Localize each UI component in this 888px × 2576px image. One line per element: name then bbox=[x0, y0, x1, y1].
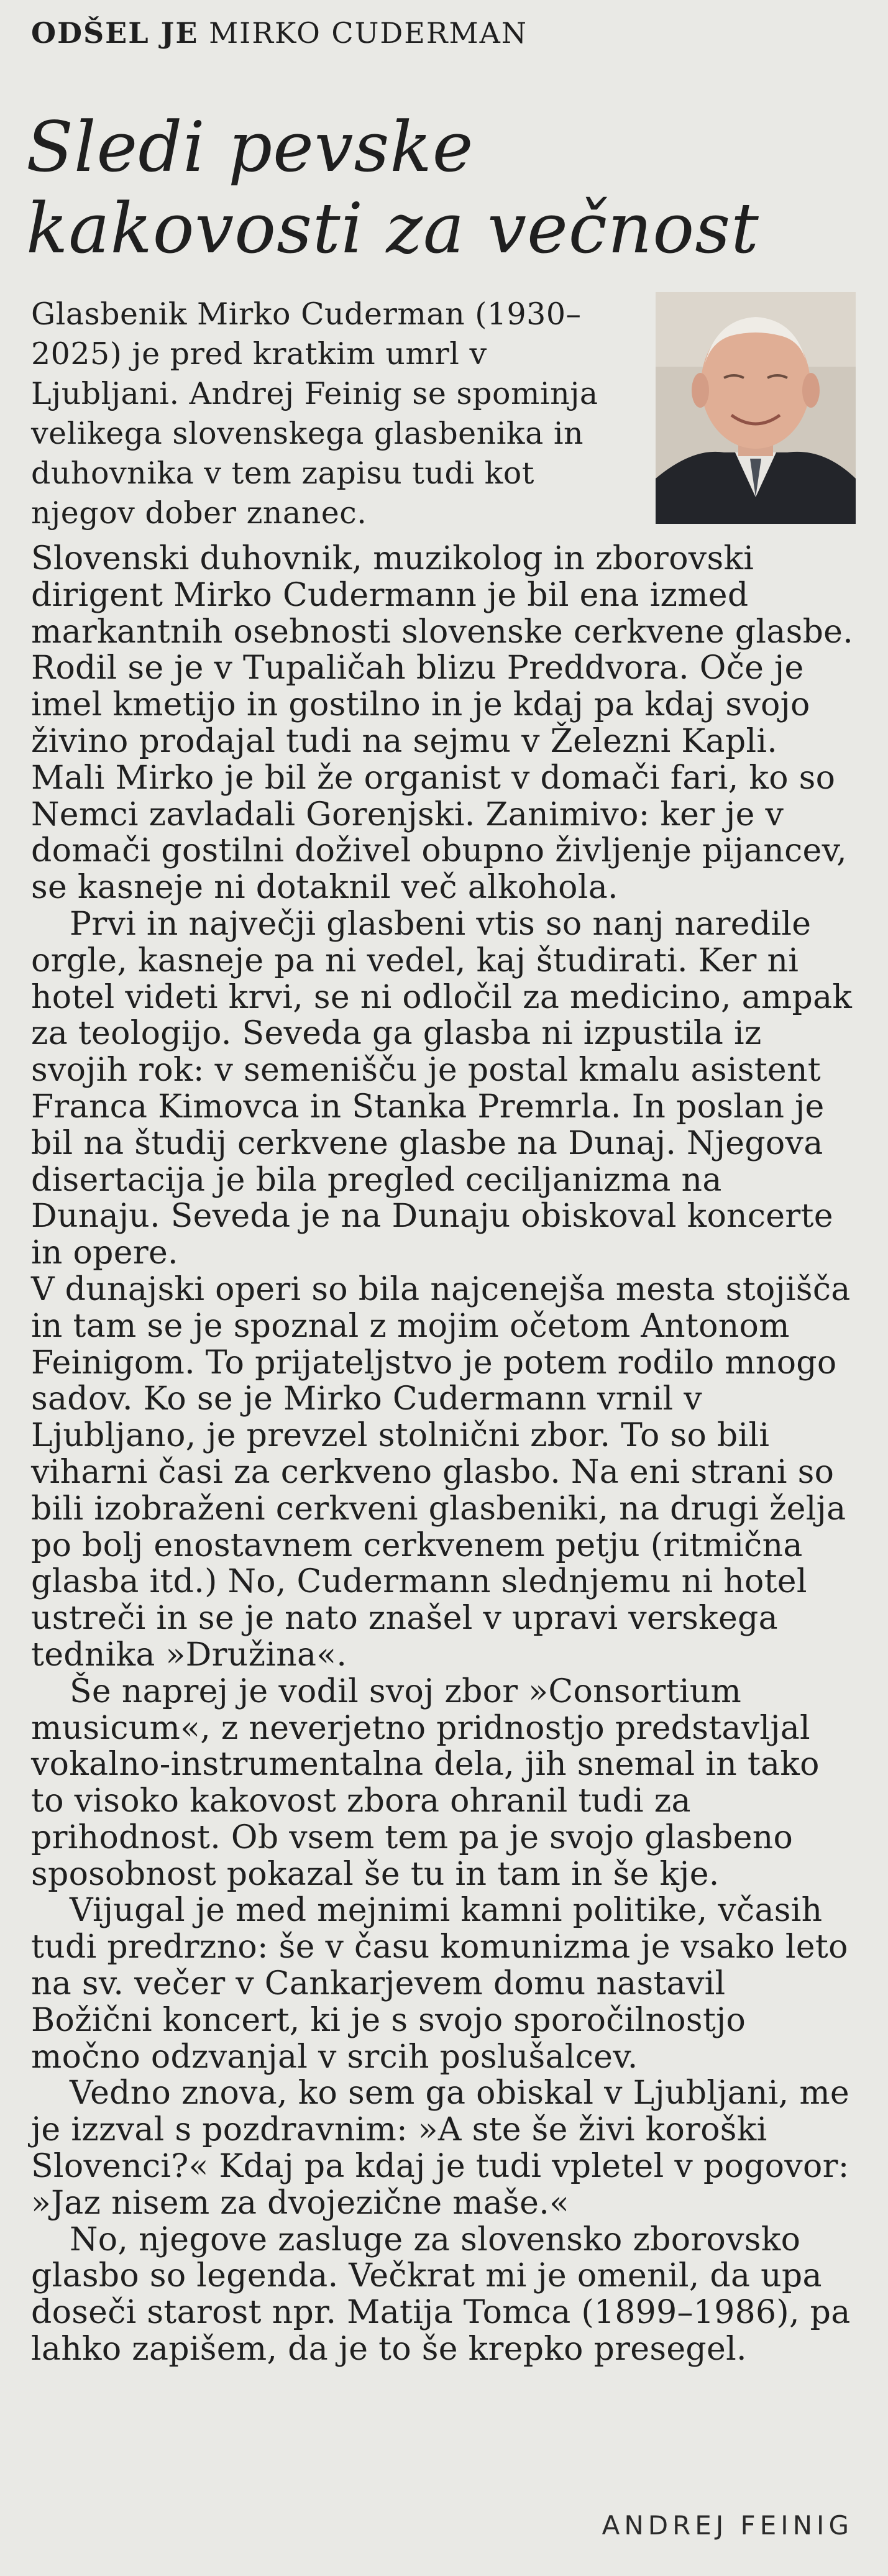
headline-line-2: kakovosti za večnost bbox=[26, 189, 759, 269]
paragraph-2: Mali Mirko je bil že organist v domači fari, ko so Nemci zavladali Gorenjski. Zanimivo: ker je v domači gostilni doživel obupno življenje pijancev, se kasneje ni dotaknil več alkohola. bbox=[31, 759, 847, 907]
paragraph-4: V dunajski operi so bila najcenejša mesta stojišča in tam se je spoznal z mojim očetom Antonom Feinigom. To prijateljstvo je potem rodilo mnogo sadov. Ko se je Mirko Cudermann vrnil v Ljubljano, je prevzel stolnični zbor. To so bili viharni časi za cerkveno glasbo. Na eni strani so bili izobraženi cerkveni glasbeniki, na drugi želja po bolj enostavnem cerkvenem petju (ritmična glasba itd.) No, Cudermann slednjemu ni hotel ustreči in se je nato znašel v upravi verskega tednika »Družina«. bbox=[31, 1270, 851, 1674]
kicker bbox=[31, 16, 528, 50]
paragraph-8: No, njegove zasluge za slovensko zborovsko glasbo so legenda. Večkrat mi je omenil, da upa doseči starost npr. Matija Tomca (1899–1986), pa lahko zapišem, da je to še krepko presegel. bbox=[31, 2221, 851, 2368]
article-body bbox=[31, 541, 854, 2368]
headline-line-1: Sledi pevske bbox=[26, 108, 474, 188]
kicker-name: MIRKO CUDERMAN bbox=[209, 16, 528, 50]
lede: Glasbenik Mirko Cuderman (1930–2025) je pred kratkim umrl v Ljubljani. Andrej Feinig se spominja velikega slovenskega glasbenika in duhovnika v tem zapisu tudi kot njegov dober znanec. bbox=[31, 296, 598, 531]
paragraph-7: Vedno znova, ko sem ga obiskal v Ljubljani, me je izzval s pozdravnim: »A ste še živi koroški Slovenci?« Kdaj pa kdaj je tudi vpletel v pogovor: »Jaz nisem za dvojezične maše.« bbox=[31, 2074, 849, 2222]
portrait-photo bbox=[656, 292, 856, 524]
paragraph-3: Prvi in največji glasbeni vtis so nanj naredile orgle, kasneje pa ni vedel, kaj študirati. Ker ni hotel videti krvi, se ni odločil za medicino, ampak za teologijo. Seveda ga glasba ni izpustila iz svojih rok: v semenišču je postal kmalu asistent Franca Kimovca in Stanka Premrla. In poslan je bil na študij cerkvene glasbe na Dunaj. Njegova disertacija je bila pregled ceciljanizma na Dunaju. Seveda je na Dunaju obiskoval koncerte in opere. bbox=[31, 905, 853, 1272]
headline bbox=[26, 107, 865, 270]
kicker-label: ODŠEL JE bbox=[31, 16, 199, 50]
paragraph-5: Še naprej je vodil svoj zbor »Consortium musicum«, z neverjetno pridnostjo predstavljal vokalno-instrumentalna dela, jih snemal in tako to visoko kakovost zbora ohranil tudi za prihodnost. Ob vsem tem pa je svojo glasbeno sposobnost pokazal še tu in tam in še kje. bbox=[31, 1672, 820, 1893]
paragraph-6: Vijugal je med mejnimi kamni politike, včasih tudi predrzno: še v času komunizma je vsako leto na sv. večer v Cankarjevem domu nastavil Božični koncert, ki je s svojo sporočilnostjo močno odzvanjal v srcih poslušalcev. bbox=[31, 1892, 848, 2076]
paragraph-1: Slovenski duhovnik, muzikolog in zborovski dirigent Mirko Cudermann je bil ena izmed markantnih osebnosti slovenske cerkvene glasbe. Rodil se je v Tupaličah blizu Preddvora. Oče je imel kmetijo in gostilno in je kdaj pa kdaj svojo živino prodajal tudi na sejmu v Železni Kapli. bbox=[31, 540, 854, 760]
byline: ANDREJ FEINIG bbox=[602, 2510, 853, 2541]
